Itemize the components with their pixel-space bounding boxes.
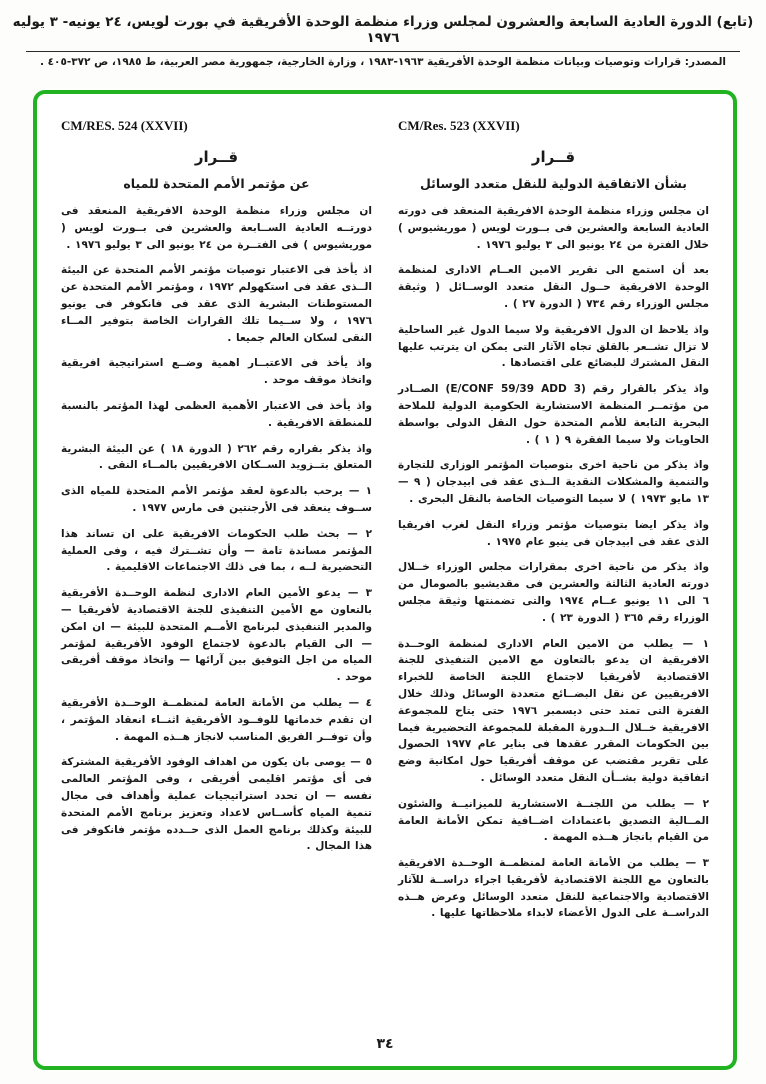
resolution-ref-524: CM/RES. 524 (XXVII) [61,118,188,133]
resolution-subtitle-523: بشأن الاتفاقية الدولية للنقل متعدد الوسائل [420,176,687,191]
resolution-subtitle-524: عن مؤتمر الأمم المتحدة للمياه [123,176,310,191]
resolution-title-523: قــرار [531,148,576,166]
page-header [0,14,766,68]
resolution-title-524: قــرار [194,148,239,166]
resolution-column-524 [61,118,372,931]
paragraph: ٥ — يوصى بان يكون من اهداف الوفود الأفريقية المشتركة فى أى مؤتمر اقليمى أفريقى ، وفى المؤتمر العالمى نفسه — ان تحدد استراتيجيات عملية وأهداف فى مجال تنمية المياه كأســاس لاعداد وتعزيز برنامج الأمم المتحدة للبيئة وكذلك برنامج العمل الذى حــدده مؤتمر فانكوفر فى هذا المجال . [61,756,372,853]
resolution-ref-523: CM/Res. 523 (XXVII) [398,118,520,133]
green-border-frame [33,90,737,1070]
paragraph: واذ يذكر ايضا بتوصيات مؤتمر وزراء النقل لغرب افريقيا الذى عقد فى ابيدجان فى ينيو عام ١٩٧٥ . [398,518,709,548]
page-number: ٣٤ [376,1036,394,1052]
header-session-title: (تابع) الدورة العادية السابعة والعشرون لمجلس وزراء منظمة الوحدة الأفريقية في بورت لويس، ٢٤ يونيه- ٣ يوليه ١٩٧٦ [12,14,754,46]
paragraph: ٣ — يطلب من الأمانة العامة لمنظمــة الوحــدة الافريقية بالتعاون مع اللجنة الاقتصادية لأفريقيا اجراء دراســة للآثار الاقتصادية والاجتماعية للنقل متعدد الوسائل وعرض هــذه الدراســة على الدول الأعضاء لابداء ملاحظاتها عليها . [398,857,709,920]
paragraph: ٢ — بحث طلب الحكومات الافريقية على ان تساند هذا المؤتمر مساندة تامة — وأن تشــترك فيه ، وفى العملية التحضيرية لــه ، بما فى ذلك الاجتماعات الاقليمية . [61,527,372,574]
header-divider-rule [26,51,740,52]
paragraph: ان مجلس وزراء منظمة الوحدة الافريقية المنعقد فى دورته العادية السابعة والعشرين فى بــورت لويس ( موريشيوس ) خلال الفترة من ٢٤ يونيو الى ٣ يوليو ١٩٧٦ . [398,205,709,251]
paragraph: واذ يلاحظ ان الدول الافريقية ولا سيما الدول غير الساحلية لا تزال تشــعر بالقلق تجاه الآثار التى يمكن ان يترتب عليها النقل المشترك للبضائع على اقتصادها . [398,323,709,370]
paragraph: واذ يذكر بالقرار رقم (E/CONF 59/39 ADD 3) الصــادر من مؤتمــر المنظمة الاستشارية الحكومية الدولية للملاحة البحرية التابعة للأمم المتحدة حول النقل الدولى بواسطة الحاويات ولا سيما الفقرة ٩ ( ١ ) . [398,383,709,446]
paragraph: ان مجلس وزراء منظمة الوحدة الافريقية المنعقد فى دورتــه العادية الســابعة والعشرين فى بــورت لويس ( موريشيوس ) فى الفتــرة من ٢٤ يونيو الى ٣ يوليو ١٩٧٦ . [61,205,372,251]
paragraph: واذ يذكر من ناحية اخرى بتوصيات المؤتمر الوزارى للتجارة والتنمية والمشكلات النقدية الــذى عقد فى ابيدجان ( ٩ — ١٣ مايو ١٩٧٣ ) لا سيما التوصيات الخاصة بالنقل البحرى . [398,459,709,505]
paragraph: ٣ — يدعو الأمين العام الادارى لنظمة الوحــدة الأفريقية بالتعاون مع الأمين التنفيذى للجنة الاقتصادية لأفريقيا — والمدير التنفيذى لبرنامج الأمــم المتحدة للبيئة — ان امكن — الى القيام بالدعوة لاجتماع الوفود الأفريقية لمؤتمر المياه من اجل التوفيق بين آرائها — واتخاذ موقف أفريقى موحد . [61,587,372,684]
paragraph: ٢ — يطلب من اللجنــة الاستشارية للميزانيــة والشئون المــالية التصديق باعتمادات اضــافية تمكن الأمانة العامة من القيام بانجاز هــذه المهمة . [398,797,709,844]
paragraph: واذ يذكر من ناحية اخرى بمقرارات مجلس الوزراء خــلال دورته العادية الثالثة والعشرين فى مقديشيو بالصومال من ٦ الى ١١ يونيو عــام ١٩٧٤ والتى تضمنتها وثيقة مجلس الوزراء رقم ٣٦٥ ( الدورة ٢٣ ) . [398,561,709,624]
two-column-layout [37,94,733,939]
paragraph: واذ يأخذ فى الاعتبار الأهمية العظمى لهذا المؤتمر بالنسبة للمنطقة الافريقية . [61,399,372,429]
paragraph: اذ يأخذ فى الاعتبار توصيات مؤتمر الأمم المتحدة عن البيئة الــذى عقد فى استكهولم ١٩٧٢ ، ومؤتمر الأمم المتحدة عن المستوطنات البشرية الذى عقد فى فانكوفر فى يونيو ١٩٧٦ ، ولا ســيما تلك القرارات الخاصة بتوفير المــاء النقى لسكان العالم جميعا . [61,264,372,344]
paragraph: واذ يأخذ فى الاعتبــار اهمية وضــع استراتيجية افريقية واتخاذ موقف موحد . [61,357,372,387]
paragraph: واذ يذكر بقراره رقم ٢٦٢ ( الدورة ١٨ ) عن البيئة البشرية المتعلق بتــزويد الســكان الافريقيين بالمــاء النقى . [61,442,372,472]
paragraph: بعد أن استمع الى تقرير الامين العــام الادارى لمنظمة الوحدة الافريقية حــول النقل متعدد الوســائل ( وثيقة مجلس الوزراء رقم ٧٣٤ ( الدورة ٢٧ ) . [398,264,709,310]
paragraph: ٤ — يطلب من الأمانة العامة لمنظمــة الوحــدة الأفريقية ان تقدم خدماتها للوفــود الأفريقية اثنــاء انعقاد المؤتمر ، وأن توفــر الفريق المناسب لانجاز هــذه المهمة . [61,696,372,743]
paragraph: ١ — يطلب من الامين العام الادارى لمنظمة الوحــدة الافريقية ان يدعو بالتعاون مع الامين التنفيذى للجنة الاقتصادية لأفريقيا لاجتماع اللجنة الخاصة للخبراء الافريقيين عن نقل البضــائع متعددة الوسائل وذلك خلال الفترة التى تمتد حتى ديسمبر ١٩٧٦ حتى يتاح للمجموعة الافريقية خــلال الــدورة المقبلة للمجموعة التحضيرية فيما بين الحكومات المقرر عقدها فى يناير عام ١٩٧٧ الحصول على تقرير مقتضب عن موقف أفريقيا حول امكانية وضع اتفاقية دولية بشــأن النقل متعدد الوسائل . [398,637,709,784]
paragraph: ١ — يرحب بالدعوة لعقد مؤتمر الأمم المتحدة للمياه الذى ســوف ينعقد فى الأرجنتين فى مارس ١٩٧٧ . [61,485,372,514]
resolution-column-523 [398,118,709,931]
header-source-line: المصدر: قرارات وتوصيات وبيانات منظمة الوحدة الأفريقية ١٩٦٣-١٩٨٣ ، وزارة الخارجية، جمهورية مصر العربية، ط ١٩٨٥، ص ٣٧٢-٤٠٥ . [39,56,726,68]
